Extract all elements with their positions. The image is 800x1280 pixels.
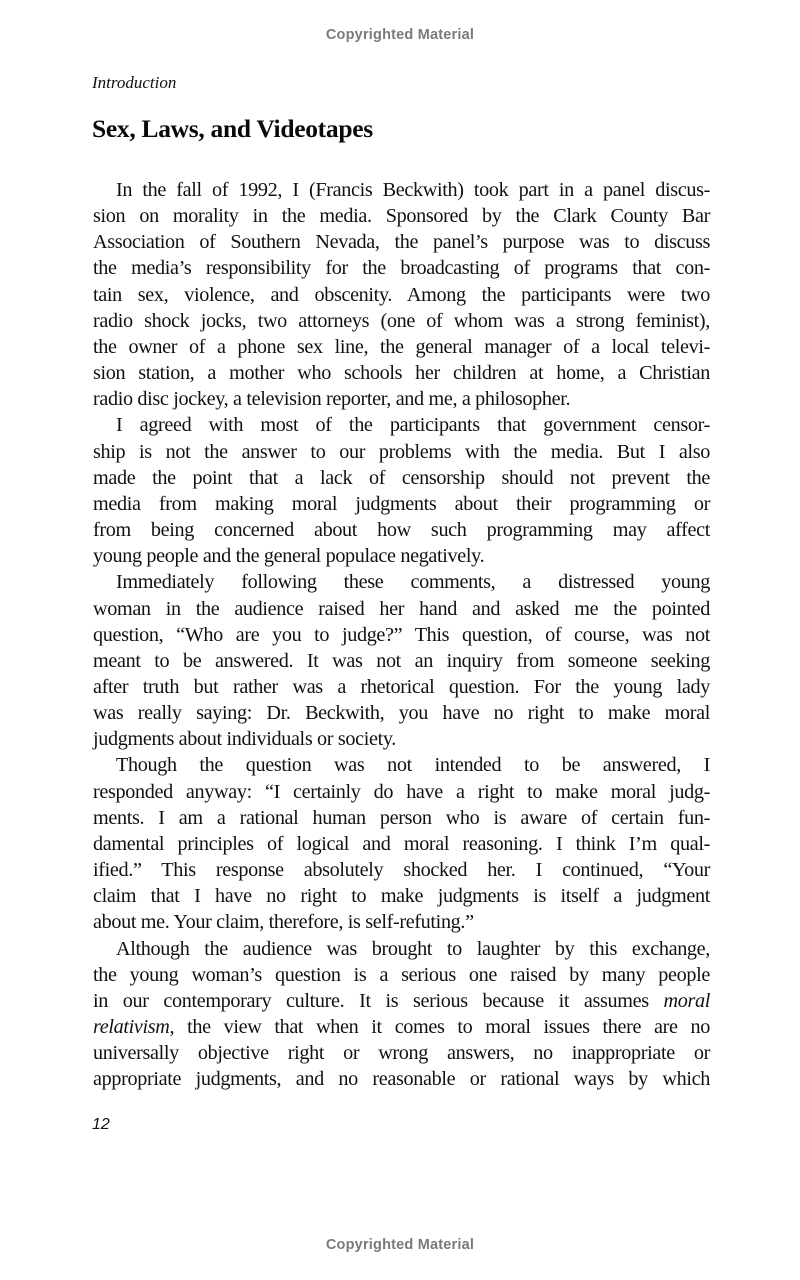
running-head: Introduction — [92, 73, 177, 92]
text-line: the owner of a phone sex line, the general manager of a local televi- — [93, 335, 710, 358]
paragraph — [93, 412, 710, 569]
text-line: from being concerned about how such programming may affect — [93, 519, 710, 542]
text-line: ship is not the answer to our problems with the media. But I also — [93, 440, 710, 463]
copyright-watermark-top: Copyrighted Material — [325, 27, 475, 43]
text-line: was really saying: Dr. Beckwith, you have no right to make moral — [93, 702, 710, 725]
text-line: young people and the general populace negatively. — [93, 545, 485, 568]
text-line: Though the question was not intended to be answered, I — [116, 754, 710, 777]
copyright-watermark-bottom: Copyrighted Material — [325, 1237, 475, 1253]
text-line: question, “Who are you to judge?” This question, of course, was not — [93, 623, 710, 646]
text-line: the media’s responsibility for the broadcasting of programs that con- — [93, 257, 710, 280]
italic-term: relativism — [93, 1016, 170, 1038]
text-line: woman in the audience raised her hand and asked me the pointed — [93, 597, 710, 620]
text-line: Association of Southern Nevada, the panel’s purpose was to discuss — [93, 231, 710, 254]
paragraph — [93, 177, 710, 412]
text-line: In the fall of 1992, I (Francis Beckwith) took part in a panel discus- — [116, 179, 710, 201]
text-line: claim that I have no right to make judgments is itself a judgment — [93, 885, 710, 908]
text-line: after truth but rather was a rhetorical question. For the young lady — [93, 675, 710, 698]
italic-term: moral — [663, 989, 711, 1012]
text-line: sion station, a mother who schools her children at home, a Christian — [93, 362, 710, 385]
body-text — [93, 177, 710, 1092]
text-line: damental principles of logical and moral reasoning. I think I’m qual- — [93, 832, 710, 855]
text-line: Although the audience was brought to laughter by this exchange, — [116, 937, 710, 960]
text-line: tain sex, violence, and obscenity. Among the participants were two — [93, 283, 710, 306]
text-line: universally objective right or wrong answers, no inappropriate or — [93, 1042, 710, 1065]
text-line: Immediately following these comments, a distressed young — [116, 571, 710, 594]
chapter-title: Sex, Laws, and Videotapes — [92, 114, 373, 143]
text-line: judgments about individuals or society. — [93, 728, 396, 751]
text-segment: in our contemporary culture. It is serious because it assumes — [93, 989, 649, 1012]
text-line: radio disc jockey, a television reporter, and me, a philosopher. — [93, 388, 571, 411]
text-line: I agreed with most of the participants that government censor- — [116, 414, 710, 437]
text-line: radio shock jocks, two attorneys (one of whom was a strong feminist), — [93, 309, 710, 332]
text-line: ified.” This response absolutely shocked her. I continued, “Your — [93, 859, 710, 882]
paragraph — [93, 569, 710, 752]
page-number: 12 — [92, 1116, 110, 1133]
text-line: the young woman’s question is a serious one raised by many people — [93, 963, 710, 986]
text-line — [93, 1014, 710, 1040]
text-line: ments. I am a rational human person who is aware of certain fun- — [93, 806, 710, 829]
text-line: about me. Your claim, therefore, is self-refuting.” — [93, 911, 474, 934]
text-line: appropriate judgments, and no reasonable or rational ways by which — [93, 1068, 710, 1091]
text-line: made the point that a lack of censorship should not prevent the — [93, 466, 710, 489]
text-line: responded anyway: “I certainly do have a right to make moral judg- — [93, 780, 710, 803]
text-line: sion on morality in the media. Sponsored by the Clark County Bar — [93, 205, 710, 228]
text-line: media from making moral judgments about their programming or — [93, 492, 710, 515]
text-segment: , the view that when it comes to moral issues there are no — [169, 1016, 710, 1038]
text-line: meant to be answered. It was not an inquiry from someone seeking — [93, 649, 710, 672]
paragraph — [93, 752, 710, 935]
paragraph — [93, 936, 710, 1093]
text-line — [93, 988, 710, 1014]
